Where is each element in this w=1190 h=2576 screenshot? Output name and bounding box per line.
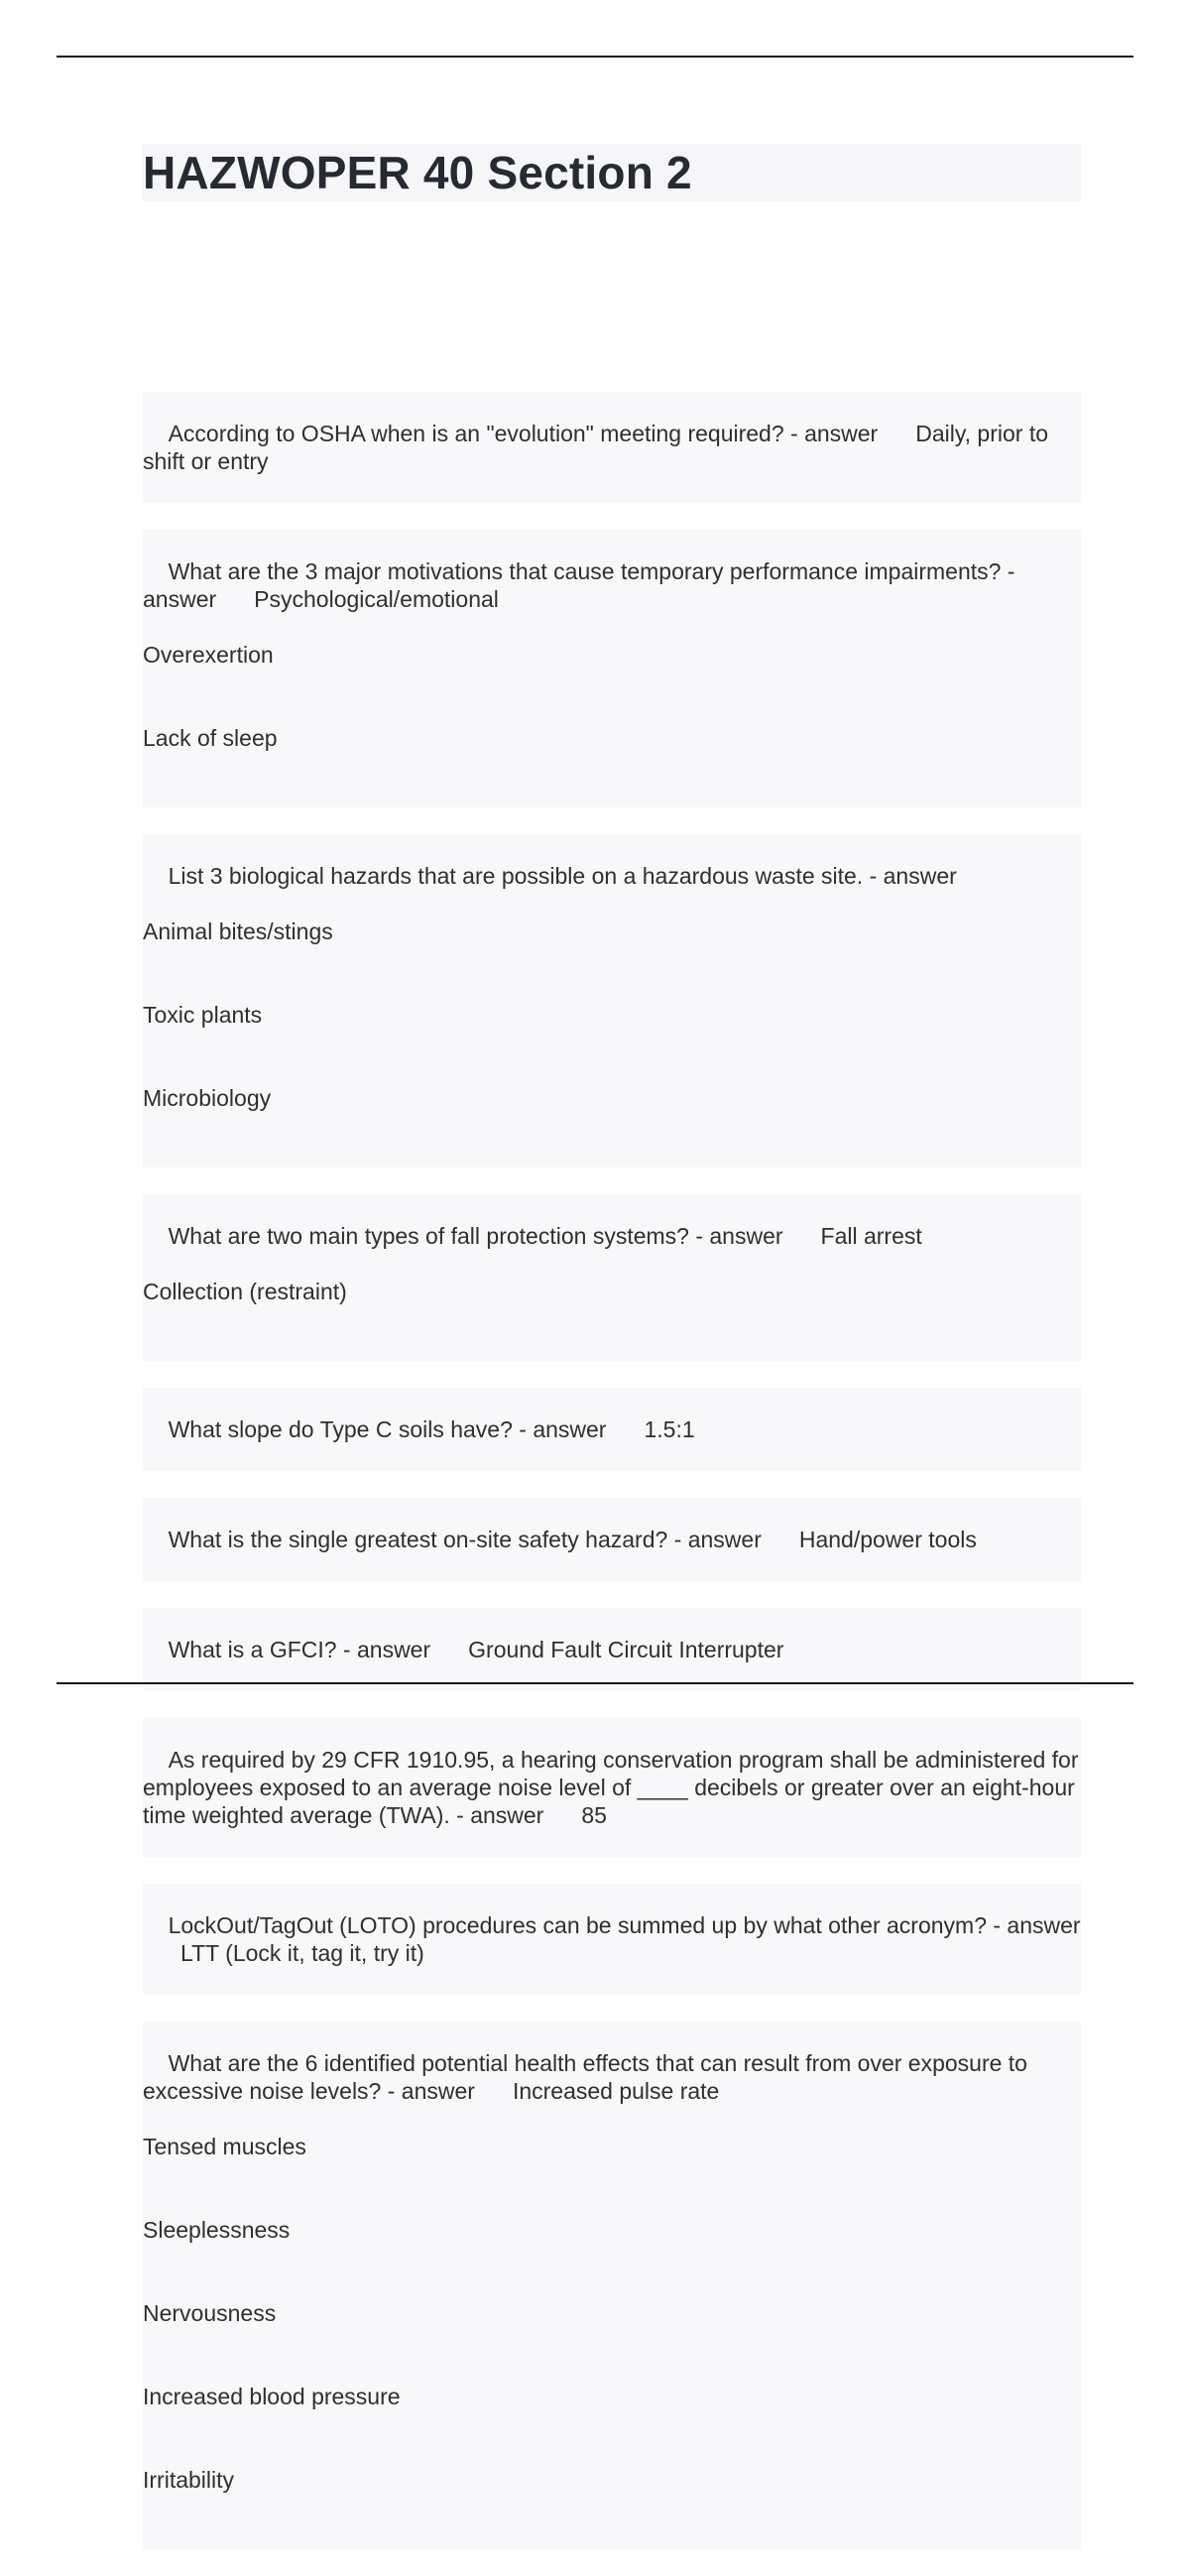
answer-line: Irritability (143, 2467, 235, 2493)
qa-item (143, 392, 1081, 503)
question-text: What is a GFCI? - answer (168, 1637, 431, 1662)
answer-text: LTT (Lock it, tag it, try it) (180, 1940, 424, 1966)
answer-text: Hand/power tools (798, 1527, 977, 1552)
qa-list (143, 392, 1085, 2576)
qa-item (143, 1498, 1081, 1581)
answer-line: Overexertion (143, 642, 274, 668)
qa-item (143, 1718, 1085, 1857)
answer-line: Collection (restraint) (143, 1279, 347, 1304)
question-text: What is the single greatest on-site safety hazard? - answer (168, 1527, 762, 1552)
question-text: What are the 6 identified potential health effects that can result from over exposure to excessive noise levels? - answer (143, 2050, 1034, 2104)
qa-item (143, 1388, 1081, 1471)
answer-line: Tensed muscles (143, 2134, 306, 2159)
qa-item (143, 1608, 1081, 1691)
question-text: List 3 biological hazards that are possible on a hazardous waste site. - answer (168, 863, 957, 889)
qa-item (143, 2022, 1081, 2549)
qa-item (143, 530, 1081, 807)
qa-item (143, 1194, 1081, 1361)
answer-text: 85 (581, 1802, 607, 1828)
page-title: HAZWOPER 40 Section 2 (143, 147, 692, 198)
answer-text: Psychological/emotional (254, 586, 499, 612)
answer-line: Sleeplessness (143, 2217, 291, 2243)
answer-line: Lack of sleep (143, 725, 278, 751)
bottom-rule (57, 1682, 1133, 1684)
answer-line: Increased blood pressure (143, 2384, 401, 2409)
question-text: What are two main types of fall protection systems? - answer (168, 1223, 783, 1249)
question-text: What slope do Type C soils have? - answer (168, 1416, 607, 1442)
answer-text: Fall arrest (820, 1223, 922, 1249)
answer-line: Nervousness (143, 2300, 277, 2326)
qa-item (143, 1884, 1081, 1995)
answer-line: Animal bites/stings (143, 919, 333, 944)
answer-text: 1.5:1 (644, 1416, 695, 1442)
question-text: As required by 29 CFR 1910.95, a hearing conservation program shall be administered for employees exposed to an average noise level of ____ decibels or greater over an eight-hour time weighted average (TWA). - answer (143, 1747, 1085, 1828)
question-text: LockOut/TagOut (LOTO) procedures can be summed up by what other acronym? - answer (168, 1912, 1081, 1938)
question-text: What are the 3 major motivations that cause temporary performance impairments? - answer (143, 558, 1021, 612)
title-block (143, 144, 1081, 201)
answer-line: Microbiology (143, 1085, 272, 1111)
question-text: According to OSHA when is an "evolution" meeting required? - answer (168, 421, 879, 446)
answer-text: Daily, prior to shift or entry (143, 421, 1055, 474)
answer-text: Increased pulse rate (512, 2078, 720, 2104)
qa-item (143, 834, 1081, 1167)
answer-line: Toxic plants (143, 1002, 263, 1028)
top-rule (57, 56, 1133, 58)
answer-text: Ground Fault Circuit Interrupter (468, 1637, 784, 1662)
